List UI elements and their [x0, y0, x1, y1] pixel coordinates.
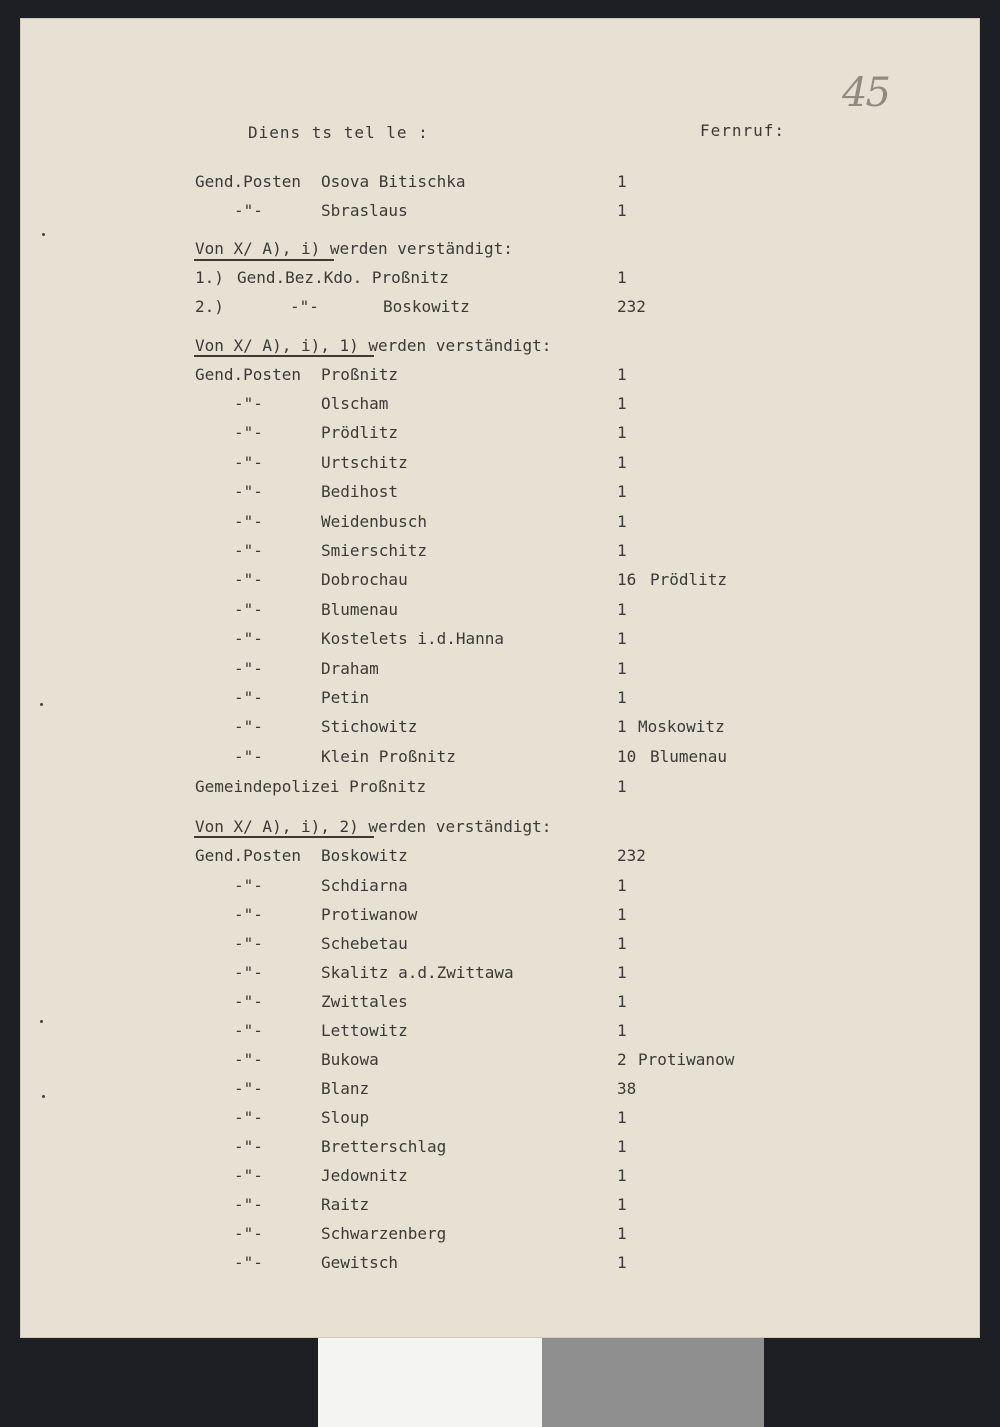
row-ditto: -"-	[234, 934, 263, 953]
row-phone: 1	[617, 1253, 627, 1272]
row-name: Prödlitz	[321, 423, 399, 443]
row-note: Protiwanow	[638, 1050, 735, 1069]
row-phone: 232	[617, 297, 646, 316]
column-header-phone: Fernruf:	[700, 121, 786, 140]
row-phone: 1	[617, 876, 627, 895]
row-ditto: -"-	[234, 1050, 263, 1069]
row-ditto: -"-	[234, 452, 263, 472]
row-note: Prödlitz	[650, 570, 728, 590]
row-phone: 1	[617, 172, 627, 191]
row-ditto: -"-	[234, 1166, 263, 1185]
row-phone: 1	[617, 777, 627, 796]
row-name: Petin	[321, 688, 370, 707]
row-ditto: -"-	[234, 688, 263, 707]
section-title: Von X/ A), i), 2) werden verständigt:	[195, 817, 552, 836]
row-phone: 2	[617, 1050, 627, 1069]
scan-calibration-white	[318, 1338, 542, 1427]
row-prefix: Gend.Posten	[195, 365, 301, 384]
margin-speck	[42, 233, 45, 236]
row-phone: 1	[617, 658, 627, 678]
row-ditto: -"-	[234, 570, 263, 590]
row-number: 1.)	[195, 268, 224, 287]
row-phone: 1	[617, 423, 627, 443]
row-phone: 232	[617, 846, 646, 865]
row-name: Osova Bitischka	[321, 172, 466, 191]
row-name: Zwittales	[321, 992, 408, 1011]
row-note: Blumenau	[650, 746, 728, 766]
row-ditto: -"-	[234, 629, 263, 649]
row-phone: 1	[617, 629, 627, 649]
row-ditto: -"-	[234, 482, 263, 502]
row-phone: 1	[617, 365, 627, 384]
row-name: Raitz	[321, 1195, 370, 1214]
margin-speck	[40, 703, 43, 706]
row-prefix: Gend.Posten	[195, 172, 301, 191]
section-title: Von X/ A), i), 1) werden verständigt:	[195, 336, 552, 355]
row-ditto: -"-	[234, 201, 263, 220]
row-name: Sbraslaus	[321, 201, 408, 220]
row-ditto: -"-	[234, 599, 263, 619]
row-ditto: -"-	[290, 297, 319, 316]
row-phone: 1	[617, 905, 627, 924]
row-name: Jedownitz	[321, 1166, 408, 1185]
row-ditto: -"-	[234, 992, 263, 1011]
row-ditto: -"-	[234, 541, 263, 560]
document-page	[20, 18, 980, 1338]
row-number: 2.)	[195, 297, 224, 316]
row-name: Proßnitz	[321, 365, 399, 384]
row-ditto: -"-	[234, 423, 263, 443]
row-phone: 1	[617, 1108, 627, 1127]
row-ditto: -"-	[234, 1195, 263, 1214]
section-underline	[194, 355, 374, 357]
row-name: Schdiarna	[321, 876, 408, 895]
row-name: Boskowitz	[321, 846, 408, 865]
row-ditto: -"-	[234, 1253, 263, 1272]
row-name: Stichowitz	[321, 717, 418, 737]
row-name: Gewitsch	[321, 1253, 399, 1272]
row-name: Blumenau	[321, 599, 399, 619]
row-name: Schebetau	[321, 934, 408, 953]
row-ditto: -"-	[234, 963, 263, 982]
row-phone: 1	[617, 482, 627, 502]
row-note: Moskowitz	[638, 717, 725, 737]
row-ditto: -"-	[234, 905, 263, 924]
row-ditto: -"-	[234, 1137, 263, 1156]
row-phone: 1	[617, 452, 627, 472]
row-phone: 1	[617, 394, 627, 413]
row-phone: 1	[617, 688, 627, 707]
row-name: Sloup	[321, 1108, 370, 1127]
row-name: Bedihost	[321, 482, 399, 502]
row-name: Skalitz a.d.Zwittawa	[321, 963, 514, 982]
row-phone: 1	[617, 511, 627, 531]
margin-speck	[40, 1020, 43, 1023]
row-name: Olscham	[321, 394, 389, 413]
row-phone: 1	[617, 963, 627, 982]
section-underline	[194, 259, 334, 261]
row-phone: 1	[617, 1021, 627, 1040]
section-underline	[194, 836, 374, 838]
row-phone: 1	[617, 541, 627, 560]
row-phone: 1	[617, 1224, 627, 1243]
row-phone: 1	[617, 1137, 627, 1156]
row-name: Urtschitz	[321, 452, 408, 472]
row-name: Protiwanow	[321, 905, 418, 924]
row-name: Schwarzenberg	[321, 1224, 447, 1243]
row-phone: 1	[617, 268, 627, 287]
row-ditto: -"-	[234, 1079, 263, 1098]
row-ditto: -"-	[234, 394, 263, 413]
row-ditto: -"-	[234, 717, 263, 737]
row-name: Kostelets i.d.Hanna	[321, 629, 505, 649]
row-name: Lettowitz	[321, 1021, 408, 1040]
row-ditto: -"-	[234, 511, 263, 531]
row-ditto: -"-	[234, 876, 263, 895]
row-phone: 1	[617, 599, 627, 619]
margin-speck	[42, 1095, 45, 1098]
row-phone: 38	[617, 1079, 637, 1098]
row-name: Draham	[321, 658, 379, 678]
row-name: Klein Proßnitz	[321, 746, 456, 766]
page-number: 45	[842, 70, 889, 116]
scan-calibration-gray	[542, 1338, 764, 1427]
row-prefix: Gend.Posten	[195, 846, 301, 865]
row-name: Weidenbusch	[321, 511, 427, 531]
row-name: Dobrochau	[321, 570, 408, 590]
column-header-office: Diens ts tel le :	[248, 123, 429, 142]
section-title: Von X/ A), i) werden verständigt:	[195, 239, 513, 258]
row-name: Blanz	[321, 1079, 370, 1098]
row-phone: 10	[617, 746, 637, 766]
row-text: Boskowitz	[383, 297, 470, 316]
row-ditto: -"-	[234, 658, 263, 678]
row-phone: 1	[617, 201, 627, 220]
row-phone: 1	[617, 1195, 627, 1214]
row-ditto: -"-	[234, 1021, 263, 1040]
row-ditto: -"-	[234, 1224, 263, 1243]
row-phone: 16	[617, 570, 637, 590]
row-ditto: -"-	[234, 1108, 263, 1127]
row-phone: 1	[617, 934, 627, 953]
row-name: Bretterschlag	[321, 1137, 447, 1156]
row-phone: 1	[617, 992, 627, 1011]
row-name: Bukowa	[321, 1050, 379, 1069]
row-text: Gend.Bez.Kdo. Proßnitz	[237, 268, 449, 287]
row-phone: 1	[617, 1166, 627, 1185]
row-ditto: -"-	[234, 746, 263, 766]
row-name: Smierschitz	[321, 541, 427, 560]
row-phone: 1	[617, 717, 627, 737]
row-text: Gemeindepolizei Proßnitz	[195, 777, 427, 796]
